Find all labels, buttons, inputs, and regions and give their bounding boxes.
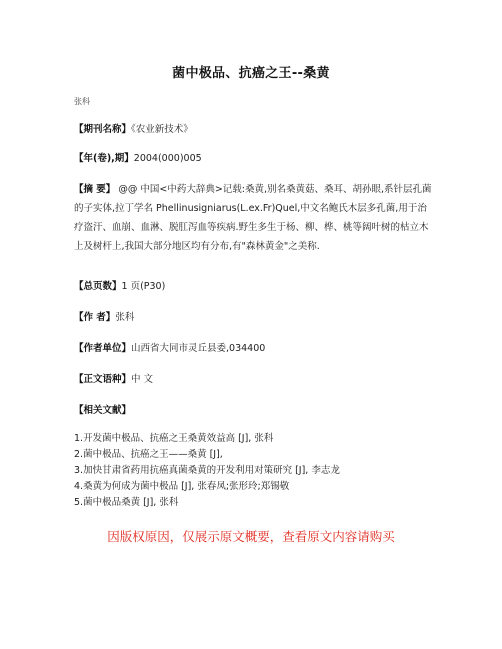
related-item-1[interactable]: 1.开发菌中极品、抗癌之王桑黄效益高 [J], 张科 <box>74 433 274 444</box>
related-item-3[interactable]: 3.加快甘肃省药用抗癌真菌桑黄的开发利用对策研究 [J], 李志龙 <box>74 465 340 476</box>
pages-label: 【总页数】 <box>74 281 122 292</box>
abstract-text: @@ 中国<中药大辞典>记载:桑黄,别名桑黄菇、桑耳、胡孙眼,系针层孔菌的子实体,拉丁学名 Phellinusigniarus(L.ex.Fr)Quel,中文名鲍氏木层多孔菌,用于治疗盗汗、血崩、血淋、脱肛泻血等疾病.野生多生于杨、柳、桦、桃等阔叶树的枯立木上及树杆上,我国大部分地区均有分布,有"森林黄金"之美称. <box>74 184 432 252</box>
related-heading <box>74 404 131 417</box>
pages-field <box>74 280 165 293</box>
authors-label: 【作 者】 <box>74 312 116 323</box>
year-field <box>74 152 202 165</box>
journal-label: 【期刊名称】 <box>74 124 132 135</box>
affiliation-field <box>74 342 265 355</box>
related-item-5[interactable]: 5.菌中极品桑黄 [J], 张科 <box>74 497 179 508</box>
affiliation-value: 山西省大同市灵丘县委,034400 <box>131 343 266 354</box>
authors-value: 张科 <box>115 312 135 323</box>
related-item-4[interactable]: 4.桑黄为何成为菌中极品 [J], 张春凤;张形玲;郑锡敬 <box>74 481 290 492</box>
related-item-2[interactable]: 2.菌中极品、抗癌之王——桑黄 [J], <box>74 449 223 460</box>
related-label: 【相关文献】 <box>74 405 132 416</box>
language-label: 【正文语种】 <box>74 374 132 385</box>
journal-value: 《农业新技术》 <box>131 124 193 135</box>
abstract-label: 【摘 要】 <box>74 184 116 195</box>
related-list <box>74 431 454 511</box>
language-field <box>74 373 153 386</box>
year-value: 2004(000)005 <box>133 153 202 164</box>
copyright-notice: 因版权原因，仅展示原文概要，查看原文内容请购买 <box>107 529 395 544</box>
year-label: 【年(卷),期】 <box>74 153 134 164</box>
language-value: 中 文 <box>131 374 154 385</box>
document-title: 菌中极品、抗癌之王--桑黄 <box>172 66 330 81</box>
pages-value: 1 页(P30) <box>121 281 166 292</box>
affiliation-label: 【作者单位】 <box>74 343 132 354</box>
author-line: 张科 <box>74 97 90 106</box>
abstract-block <box>74 180 434 256</box>
authors-field <box>74 311 134 324</box>
journal-field <box>74 123 193 136</box>
